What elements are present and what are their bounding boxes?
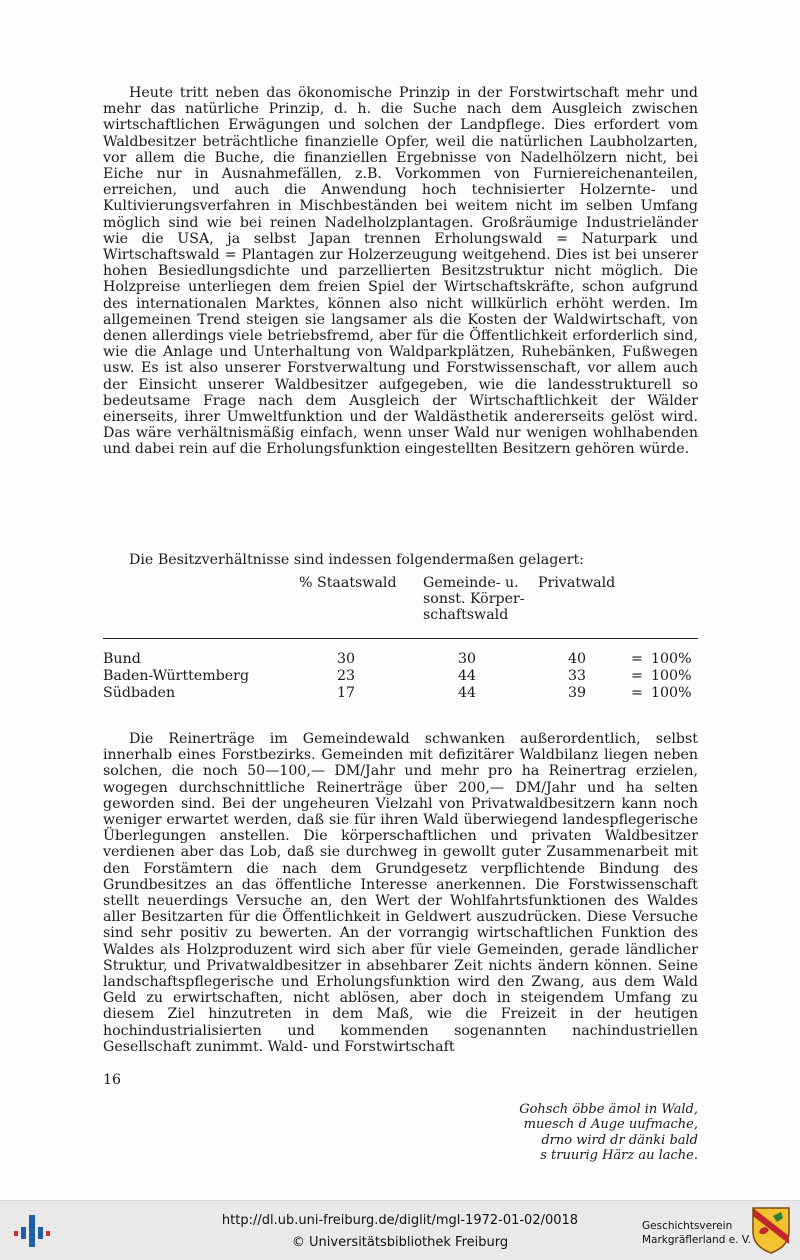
poem-line: s truurig Härz au lache. bbox=[540, 1148, 698, 1164]
paragraph-2: Die Reinerträge im Gemeindewald schwanken außerordentlich, selbst innerhalb eines Forstbezirks. Gemeinden mit defizitärer Waldbilanz liegen neben solchen, die noch 50—100,— DM/Jahr und mehr pro ha Reinertrag erzielen, wogegen durchschnittliche Reinerträge über 200,— DM/Jahr und ha selten geworden sind. Bei der ungeheuren Vielzahl von Privatwaldbesitzern kann noch weniger erwartet werden, daß sie für ihren Wald überwiegend landespflegerische Überlegungen anstellen. Die körperschaftlichen und privaten Waldbesitzer verdienen aber das Lob, daß sie durchweg in gewollt guter Zusammenarbeit mit den Forstämtern die nach dem Grundgesetz verpflichtende Bindung des Grundbesitzes an das öffentliche Interesse anerkennen. Die Forstwissenschaft stellt neuerdings Versuche an, den Wert der Wohlfahrtsfunktionen des Waldes aller Besitzarten für die Öffentlichkeit in Geldwert auszudrücken. Diese Versuche sind sehr positiv zu bewerten. An der vorrangig wirtschaftlichen Funktion des Waldes als Holzproduzent wird sich aber für viele Gemeinden, gerade ländlicher Struktur, und Privatwaldbesitzer in absehbarer Zeit nichts ändern können. Seine landschaftspflegerische und Erholungsfunktion wird den Zwang, aus dem Wald Geld zu erwirtschaften, nicht ablösen, aber doch in steigendem Umfang zu diesem Ziel hinzutreten in dem Maß, wie die Freizeit in der heutigen hochindustrialisierten und kommenden sogenannten nachindustriellen Gesellschaft zunimmt. Wald- und Forstwirtschaft bbox=[103, 731, 698, 1055]
society-name bbox=[642, 1219, 751, 1247]
table-header-privatwald: Privatwald bbox=[538, 575, 616, 591]
poem-line: Gohsch öbbe ämol in Wald, bbox=[519, 1102, 698, 1117]
row-total: 100% bbox=[651, 651, 692, 667]
row-staatswald: 17 bbox=[336, 685, 356, 701]
row-equals: = bbox=[631, 651, 643, 667]
paragraph-1: Heute tritt neben das ökonomische Prinzip in der Forstwirtschaft mehr und mehr das natürliche Prinzip, d. h. die Suche nach dem Ausgleich zwischen wirtschaftlichen Erwägungen und solchen der Landpflege. Dies erfordert vom Waldbesitzer beträchtliche finanzielle Opfer, weil die natürlichen Laubholzarten, vor allem die Buche, die finanziellen Ergebnisse von Nadelhölzern nicht, bei Eiche nur in Ausnahmefällen, z.B. Vorkommen von Furniereichenanteilen, erreichen, und auch die Anwendung hoch technisierter Holzernte- und Kultivierungsverfahren in Mischbeständen bei weitem nicht im selben Umfang möglich sind wie bei reinen Nadelholzplantagen. Großräumige Industrieländer wie die USA, ja selbst Japan trennen Erholungswald = Naturpark und Wirtschaftswald = Plantagen zur Holzerzeugung weitgehend. Dies ist bei unserer hohen Besiedlungsdichte und parzellierten Besitzstruktur nicht möglich. Die Holzpreise unterliegen dem freien Spiel der Wirtschaftskräfte, schon aufgrund des internationalen Marktes, können also nicht willkürlich erhöht werden. Im allgemeinen Trend steigen sie langsamer als die Kosten der Waldwirtschaft, von denen allerdings viele betriebsfremd, aber für die Öffentlichkeit erforderlich sind, wie die Anlage und Unterhaltung von Waldparkplätzen, Ruhebänken, Fußwegen usw. Es ist also unserer Forstverwaltung und Forstwissenschaft, vor allem auch der Einsicht unserer Waldbesitzer aufgegeben, wie die landesstrukturell so bedeutsame Frage nach dem Ausgleich der Wirtschaftlichkeit der Wälder einerseits, ihrer Umweltfunktion und der Waldästhetik andererseits gelöst wird. Das wäre verhältnismäßig einfach, wenn unser Wald nur wenigen wohlhabenden und dabei rein auf die Erholungsfunktion eingestellten Besitzern gehören würde. bbox=[103, 85, 698, 458]
copyright-text: © Universitätsbibliothek Freiburg bbox=[291, 1235, 509, 1250]
table-row bbox=[103, 685, 698, 702]
table-rule bbox=[103, 638, 698, 639]
row-name: Bund bbox=[103, 651, 141, 667]
row-privatwald: 40 bbox=[567, 651, 587, 667]
society-line: Markgräflerland e. V. bbox=[642, 1234, 752, 1246]
table-header-staatswald: % Staatswald bbox=[299, 575, 397, 591]
row-privatwald: 33 bbox=[567, 668, 587, 684]
table-intro: Die Besitzverhältnisse sind indessen folgendermaßen gelagert: bbox=[129, 552, 584, 568]
row-name: Baden-Württemberg bbox=[103, 668, 250, 684]
row-total: 100% bbox=[651, 685, 692, 701]
row-staatswald: 30 bbox=[336, 651, 356, 667]
source-url-link[interactable]: http://dl.ub.uni-freiburg.de/diglit/mgl-1972-01-02/0018 bbox=[221, 1213, 579, 1228]
row-privatwald: 39 bbox=[567, 685, 587, 701]
poem-line: drno wird dr dänki bald bbox=[541, 1132, 698, 1148]
table-row bbox=[103, 668, 698, 685]
row-gemeindewald: 30 bbox=[457, 651, 477, 667]
society-line: Geschichtsverein bbox=[642, 1220, 733, 1232]
coat-of-arms-icon[interactable] bbox=[751, 1206, 791, 1254]
row-equals: = bbox=[631, 668, 643, 684]
page-number: 16 bbox=[103, 1072, 122, 1088]
row-name: Südbaden bbox=[103, 685, 176, 701]
row-gemeindewald: 44 bbox=[457, 685, 477, 701]
row-staatswald: 23 bbox=[336, 668, 356, 684]
row-gemeindewald: 44 bbox=[457, 668, 477, 684]
viewer-footer bbox=[0, 1200, 800, 1260]
table-header-gemeindewald: Gemeinde- u. sonst. Körper- schaftswald bbox=[423, 575, 525, 623]
row-total: 100% bbox=[651, 668, 692, 684]
poem bbox=[440, 1102, 698, 1164]
table-row bbox=[103, 651, 698, 668]
row-equals: = bbox=[631, 685, 643, 701]
poem-line: muesch d Auge uufmache, bbox=[523, 1117, 698, 1133]
